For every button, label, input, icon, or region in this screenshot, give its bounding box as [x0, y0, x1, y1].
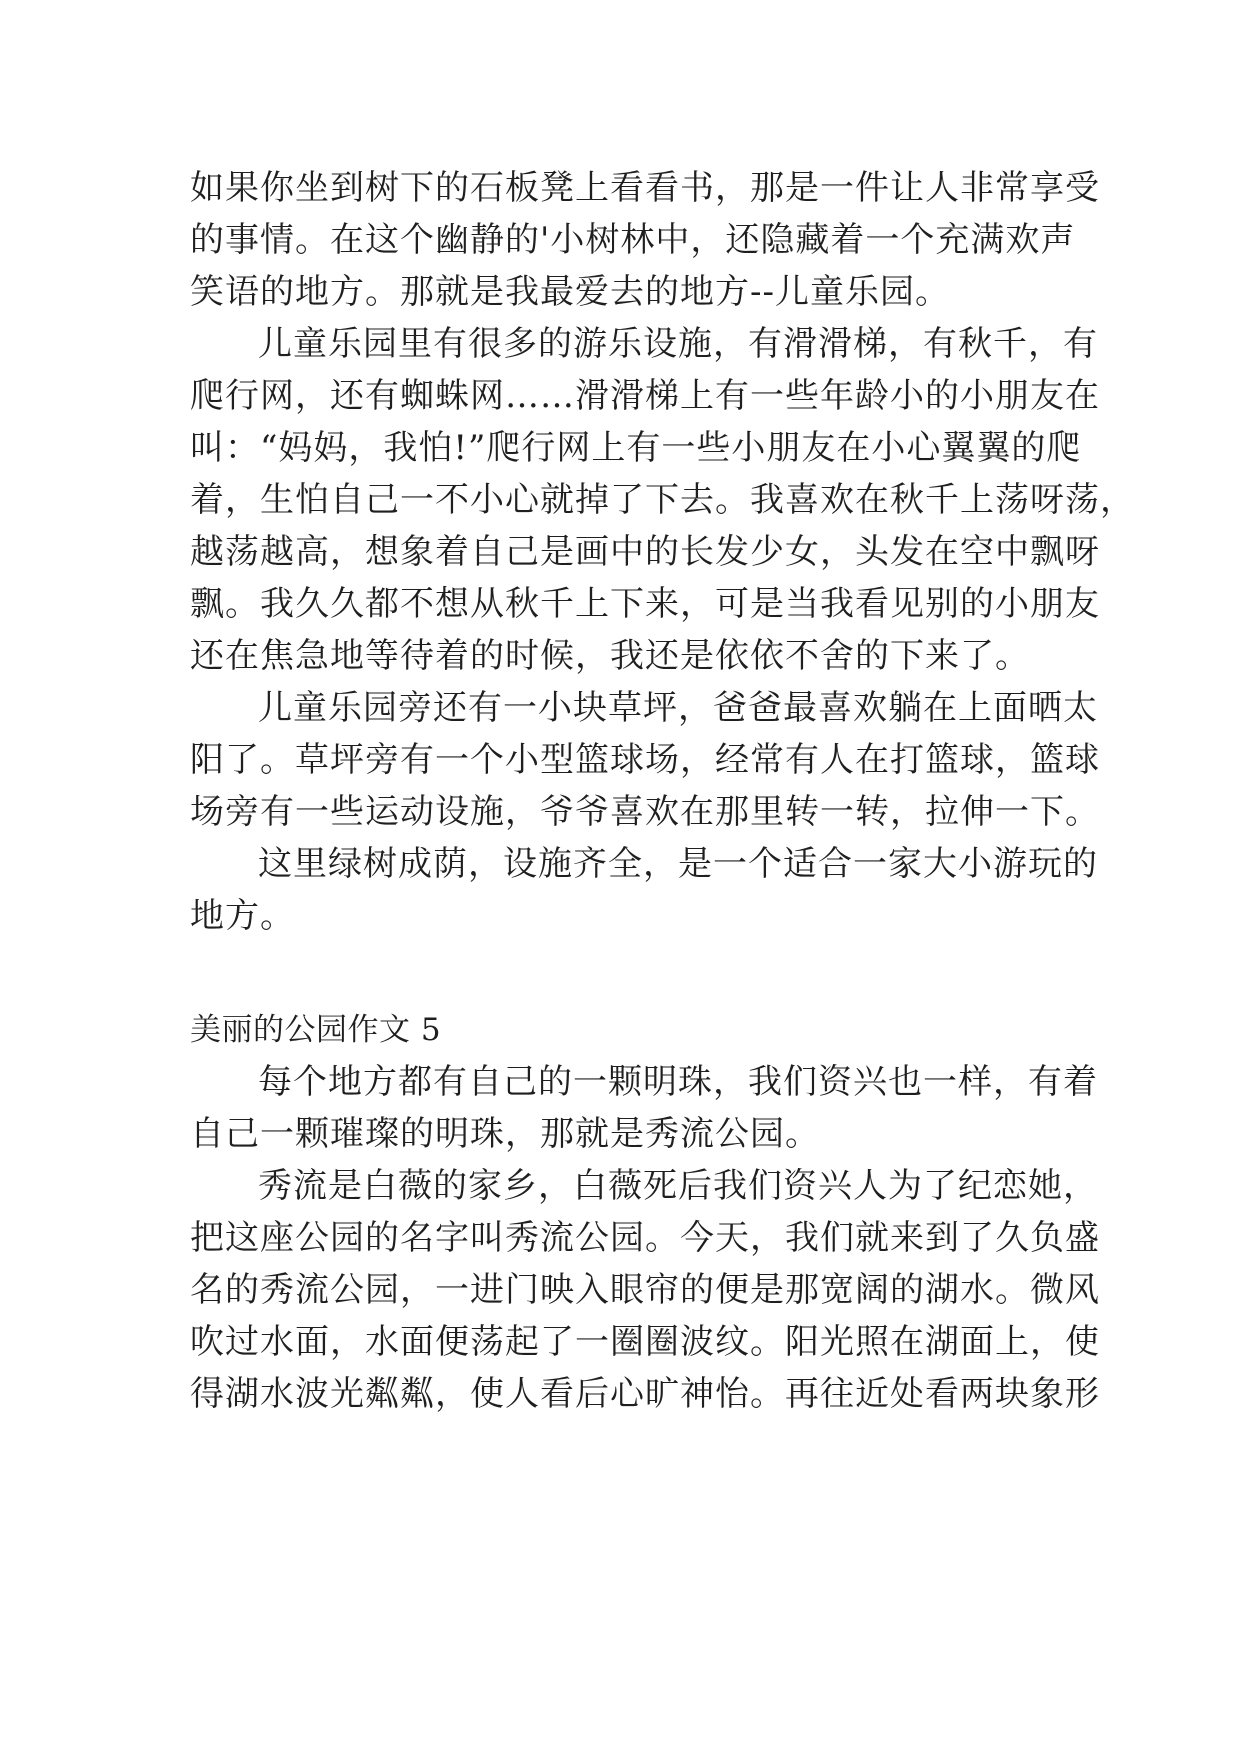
paragraph-line: 把这座公园的名字叫秀流公园。今天，我们就来到了久负盛	[190, 1218, 1100, 1258]
section-title: 美丽的公园作文 5	[190, 1012, 442, 1048]
paragraph-line: 吹过水面，水面便荡起了一圈圈波纹。阳光照在湖面上，使	[190, 1322, 1100, 1362]
paragraph-line: 笑语的地方。那就是我最爱去的地方--儿童乐园。	[190, 272, 950, 312]
paragraph-line: 着，生怕自己一不小心就掉了下去。我喜欢在秋千上荡呀荡，	[190, 480, 1135, 520]
paragraph-line: 场旁有一些运动设施，爷爷喜欢在那里转一转，拉伸一下。	[190, 792, 1100, 832]
paragraph-line: 阳了。草坪旁有一个小型篮球场，经常有人在打篮球，篮球	[190, 740, 1100, 780]
paragraph-line: 得湖水波光粼粼，使人看后心旷神怡。再往近处看两块象形	[190, 1374, 1100, 1414]
paragraph-line: 自己一颗璀璨的明珠，那就是秀流公园。	[190, 1114, 820, 1154]
paragraph-first-line: 每个地方都有自己的一颗明珠，我们资兴也一样，有着	[258, 1062, 1098, 1102]
paragraph-first-line: 这里绿树成荫，设施齐全，是一个适合一家大小游玩的	[258, 844, 1098, 884]
paragraph-line: 还在焦急地等待着的时候，我还是依依不舍的下来了。	[190, 636, 1030, 676]
paragraph-first-line: 儿童乐园旁还有一小块草坪，爸爸最喜欢躺在上面晒太	[258, 688, 1098, 728]
paragraph-line: 地方。	[190, 896, 295, 936]
paragraph-line: 越荡越高，想象着自己是画中的长发少女，头发在空中飘呀	[190, 532, 1100, 572]
paragraph-line: 叫：“妈妈，我怕!”爬行网上有一些小朋友在小心翼翼的爬	[190, 428, 1082, 468]
paragraph-line: 飘。我久久都不想从秋千上下来，可是当我看见别的小朋友	[190, 584, 1100, 624]
paragraph-line: 爬行网，还有蜘蛛网……滑滑梯上有一些年龄小的小朋友在	[190, 376, 1100, 416]
paragraph-line: 的事情。在这个幽静的'小树林中，还隐藏着一个充满欢声	[190, 220, 1076, 260]
paragraph-first-line: 秀流是白薇的家乡，白薇死后我们资兴人为了纪恋她，	[258, 1166, 1098, 1206]
paragraph-line: 如果你坐到树下的石板凳上看看书，那是一件让人非常享受	[190, 168, 1100, 208]
paragraph-line: 名的秀流公园，一进门映入眼帘的便是那宽阔的湖水。微风	[190, 1270, 1100, 1310]
paragraph-first-line: 儿童乐园里有很多的游乐设施，有滑滑梯，有秋千，有	[258, 324, 1098, 364]
